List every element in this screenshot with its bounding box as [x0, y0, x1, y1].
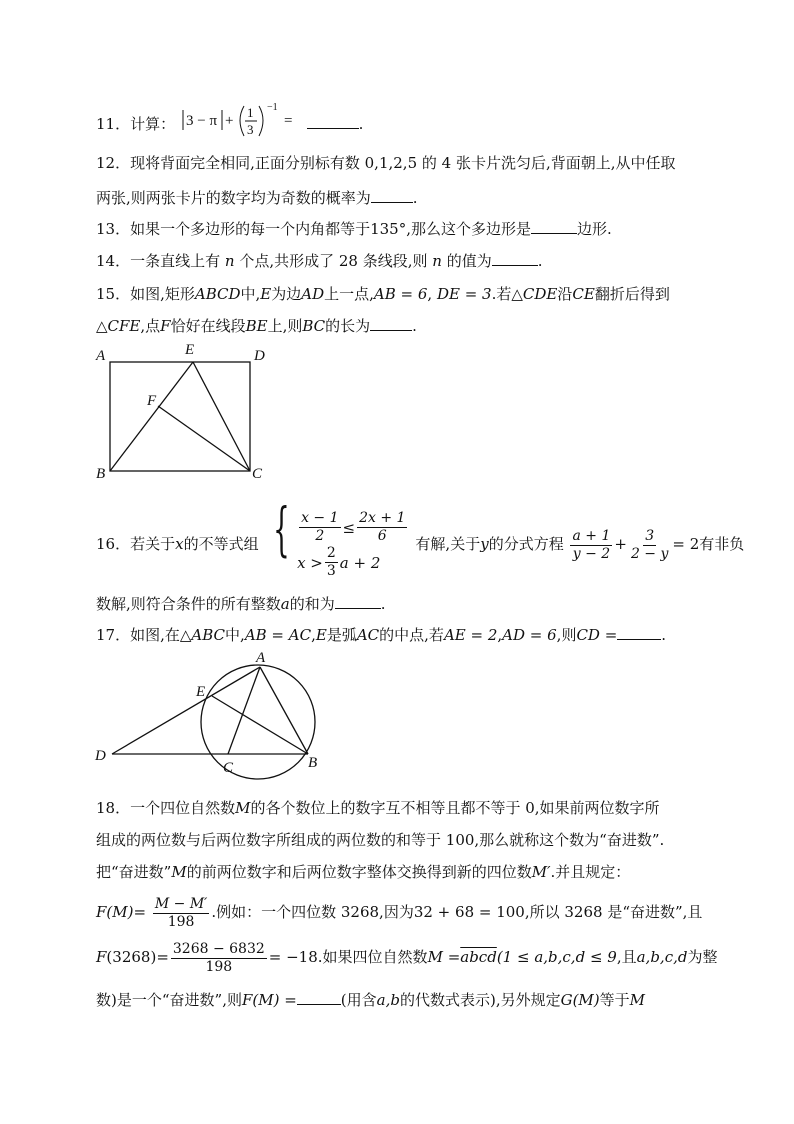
- system-brace: {: [273, 495, 291, 563]
- paren-right: [259, 106, 263, 136]
- label-b: B: [308, 755, 318, 771]
- text: 是弧: [326, 626, 357, 644]
- text: 沿: [557, 285, 573, 303]
- segment-cf: [158, 406, 250, 471]
- answer-blank[interactable]: [617, 625, 661, 640]
- text: 如图,在△: [130, 626, 192, 644]
- numerator: 3268 − 6832: [172, 940, 265, 957]
- fraction: [357, 510, 407, 545]
- inequality-1: [297, 510, 409, 545]
- var-x: x: [175, 535, 184, 553]
- equation: F(M) =: [241, 991, 297, 1009]
- answer-blank[interactable]: [371, 188, 413, 203]
- question-number: 11．: [96, 115, 131, 133]
- label-a: A: [256, 650, 266, 666]
- numerator: 3: [645, 527, 655, 544]
- segment-ac: [228, 667, 260, 754]
- text: ,且: [616, 948, 637, 966]
- question-18-line-3: [96, 861, 630, 883]
- question-18-line-1: [96, 797, 660, 819]
- text: △: [96, 317, 108, 335]
- plus-sign: +: [614, 535, 627, 553]
- text: 的各个数位上的数字互不相等且都不等于 0,如果前两位数字所: [250, 799, 660, 817]
- question-18-line-6: [96, 989, 645, 1011]
- label-e: E: [260, 285, 272, 303]
- segment-eb: [212, 696, 308, 754]
- text: 翻折后得到: [594, 285, 670, 303]
- denominator: 2: [315, 528, 325, 544]
- text: 若关于: [130, 535, 176, 553]
- vars: a,b: [376, 991, 400, 1009]
- fraction: [325, 545, 338, 580]
- numerator: M − M′: [154, 895, 208, 912]
- segment-ab: [260, 667, 308, 754]
- text: 的前两位数字和后两位数字整体交换得到新的四位数: [186, 863, 532, 881]
- arg: (M): [106, 903, 134, 921]
- segment-da: [112, 667, 260, 754]
- text: 如图,矩形: [130, 285, 195, 303]
- text: .如果四位自然数: [317, 948, 428, 966]
- question-number: 13．: [96, 220, 131, 238]
- text: 的不等式组: [183, 535, 259, 553]
- text: .例如：一个四位数 3268,因为: [211, 903, 414, 921]
- text: ,: [311, 626, 316, 644]
- equation: M =: [427, 948, 461, 966]
- question-text: 的值为: [446, 252, 492, 270]
- text: 数)是一个“奋进数”,则: [96, 991, 242, 1009]
- answer-blank[interactable]: [297, 990, 341, 1005]
- numerator: 2: [326, 545, 336, 561]
- text: 为整: [687, 948, 718, 966]
- label-e: E: [185, 342, 195, 358]
- question-text: 一条直线上有: [130, 252, 221, 270]
- fraction: [299, 510, 340, 545]
- numerator: x − 1: [301, 510, 339, 526]
- answer-blank[interactable]: [531, 219, 577, 234]
- label-d: D: [254, 348, 265, 364]
- func-g: G(M): [560, 991, 600, 1009]
- text: 等于: [599, 991, 630, 1009]
- question-number: 12．: [96, 154, 131, 172]
- text: 组成的两位数与后两位数字所组成的两位数的和等于 100,那么就称这个数为“奋进数”.: [96, 831, 665, 849]
- text: ,则: [556, 626, 577, 644]
- func-f: F: [96, 948, 107, 966]
- var-m: M: [235, 799, 251, 817]
- equation: AB = AC: [244, 626, 312, 644]
- question-18-line-5: F(3268)= $\frac{3268 - 6832}{198}$ = −18.如果四位自然数M =abcd(1 ≤ a,b,c,d ≤ 9,且a,b,c,d为整: [96, 940, 718, 975]
- text: 一个四位自然数: [130, 799, 236, 817]
- plus-sign: +: [224, 113, 234, 129]
- equation: CD =: [576, 626, 618, 644]
- result: = −18: [268, 948, 318, 966]
- frac-num: 1: [246, 105, 254, 120]
- question-18-line-4: [96, 892, 702, 932]
- text: 的分式方程: [488, 535, 564, 553]
- label-a: A: [96, 348, 106, 364]
- digits-abcd: abcd: [460, 948, 497, 966]
- le-sign: ≤: [342, 518, 356, 537]
- question-12-line-2: [96, 187, 418, 209]
- label-cfe: CFE: [107, 317, 141, 335]
- label-abc: ABC: [191, 626, 226, 644]
- circle: [201, 665, 318, 779]
- question-number: 16．: [96, 535, 131, 553]
- label-e: E: [315, 626, 327, 644]
- question-number: 17．: [96, 626, 131, 644]
- label-f: F: [160, 317, 171, 335]
- var-a: a: [280, 595, 290, 613]
- q11-expression: [180, 100, 302, 140]
- question-text: 计算：: [130, 115, 176, 133]
- text: 恰好在线段: [170, 317, 246, 335]
- question-text: 两张,则两张卡片的数字均为奇数的概率为: [96, 189, 371, 207]
- label-cde: CDE: [522, 285, 558, 303]
- text: 的中点,若: [379, 626, 444, 644]
- text: (用含: [340, 991, 377, 1009]
- equation-de: DE = 3: [436, 285, 492, 303]
- label-abcd: ABCD: [194, 285, 241, 303]
- inequality-2: [297, 545, 409, 580]
- text: 数解,则符合条件的所有整数: [96, 595, 281, 613]
- frac-den: 3: [246, 122, 254, 137]
- equation: AE = 2: [443, 626, 498, 644]
- numerator: 2x + 1: [359, 510, 406, 526]
- period: .: [358, 115, 364, 133]
- denominator: y − 2: [572, 545, 611, 562]
- func-f: F: [96, 903, 107, 921]
- condition: (1 ≤ a,b,c,d ≤ 9: [496, 948, 617, 966]
- question-text: 边形.: [577, 220, 612, 238]
- label-be: BE: [245, 317, 268, 335]
- label-ce: CE: [572, 285, 595, 303]
- denominator: 3: [326, 563, 336, 579]
- question-16-line-1: [96, 495, 745, 579]
- equation: 32 + 68 = 100: [413, 903, 525, 921]
- denominator: 198: [205, 958, 233, 975]
- question-14: [96, 250, 543, 272]
- question-number: 14．: [96, 252, 131, 270]
- text: ,: [497, 626, 503, 644]
- text: .并且规定：: [550, 863, 631, 881]
- text: 把“奋进数”: [96, 863, 172, 881]
- equation-ab: AB = 6: [373, 285, 428, 303]
- denominator: 198: [167, 913, 195, 930]
- text: 上,则: [267, 317, 303, 335]
- text: 为边: [271, 285, 302, 303]
- fraction: [153, 896, 209, 931]
- period: .: [412, 317, 417, 335]
- q15-figure: [90, 340, 270, 480]
- answer-blank[interactable]: [335, 594, 381, 609]
- question-text: 现将背面完全相同,正面分别标有数 0,1,2,5 的 4 张卡片洗匀后,背面朝上,从中任取: [130, 154, 676, 172]
- numerator: a + 1: [572, 527, 611, 544]
- text: ,所以 3268 是“奋进数”,且: [524, 903, 703, 921]
- text: 有非负: [699, 535, 745, 553]
- label-b: B: [96, 466, 106, 480]
- question-13: [96, 218, 612, 240]
- text: a + 2: [339, 553, 381, 572]
- abs-content: 3 − π: [185, 113, 217, 129]
- fraction: [570, 528, 612, 563]
- label-e: E: [196, 684, 206, 700]
- question-15-line-1: 15．如图,矩形ABCD中,E为边AD上一点,AB = 6, DE = 3.若△CDE沿CE翻折后得到: [96, 285, 670, 303]
- var-m-prime: M′: [531, 863, 551, 881]
- equals-2: = 2: [672, 535, 700, 553]
- text: 上一点,: [324, 285, 374, 303]
- answer-blank[interactable]: [492, 251, 538, 266]
- label-c: C: [223, 760, 234, 776]
- question-text: 如果一个多边形的每一个内角都等于135°,那么这个多边形是: [130, 220, 531, 238]
- question-11: [96, 102, 364, 140]
- period: .: [412, 189, 418, 207]
- var-m: M: [629, 991, 646, 1009]
- denominator: 2 − y: [630, 545, 669, 562]
- label-ad: AD: [301, 285, 325, 303]
- text: 的代数式表示),另外规定: [399, 991, 561, 1009]
- equals: =: [133, 903, 147, 921]
- exponent: −1: [266, 102, 278, 113]
- label-d: D: [95, 748, 106, 764]
- label-ac: AC: [356, 626, 380, 644]
- q17-figure: [90, 650, 330, 780]
- question-text: 个点,共形成了 28 条线段,则: [239, 252, 428, 270]
- var-n: n: [432, 252, 442, 270]
- text: 的长为: [325, 317, 371, 335]
- text: .若△: [491, 285, 523, 303]
- text: x >: [297, 553, 323, 572]
- question-16-line-2: [96, 593, 386, 615]
- text: ,点: [140, 317, 161, 335]
- answer-blank[interactable]: [307, 114, 359, 129]
- question-number: 15．: [96, 285, 131, 303]
- label-f: F: [147, 393, 157, 409]
- question-12-line-1: [96, 152, 676, 174]
- vars: a,b,c,d: [636, 948, 688, 966]
- text: 中,: [240, 285, 261, 303]
- question-17: [96, 624, 666, 646]
- label-bc: BC: [302, 317, 326, 335]
- var-y: y: [480, 535, 489, 553]
- equals-sign: =: [283, 113, 293, 129]
- var-n: n: [224, 252, 235, 270]
- segment-ce: [193, 362, 250, 471]
- arg: (3268): [106, 948, 157, 966]
- paren-left: [240, 106, 244, 136]
- inequality-system: [297, 510, 409, 580]
- denominator: 6: [377, 528, 387, 544]
- question-15-line-2: [96, 315, 417, 337]
- period: .: [537, 252, 543, 270]
- question-18-line-2: [96, 829, 664, 851]
- text: 有解,关于: [415, 535, 481, 553]
- fraction: [629, 528, 670, 563]
- segment-be: [110, 362, 193, 471]
- text: 中,: [225, 626, 245, 644]
- fraction: [171, 941, 267, 976]
- var-m: M: [171, 863, 187, 881]
- text: 的和为: [289, 595, 335, 613]
- label-c: C: [252, 466, 263, 480]
- question-number: 18．: [96, 799, 131, 817]
- answer-blank[interactable]: [370, 316, 412, 331]
- period: .: [380, 595, 386, 613]
- period: .: [661, 626, 667, 644]
- equation: AD = 6: [502, 626, 557, 644]
